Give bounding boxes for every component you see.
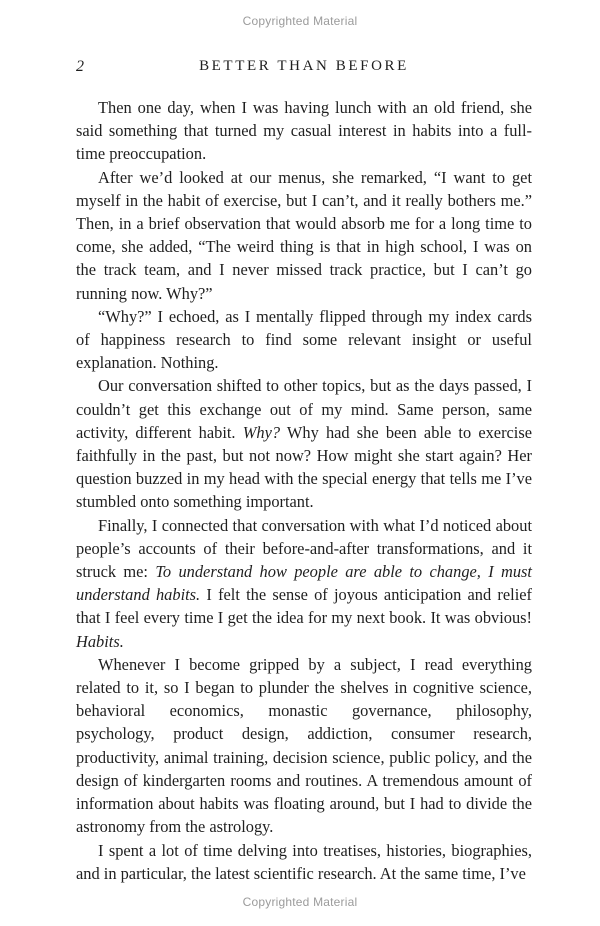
paragraph-1: Then one day, when I was having lunch with an old friend, she said something that turned my casual interest in habits into a full-time preoccupation. bbox=[76, 98, 532, 164]
paragraph-5-text-a: Finally, I connected that conversation with what I’d noticed about people’s accounts of their before-and-after transformations, and it struck me: bbox=[76, 515, 532, 582]
page-number: 2 bbox=[76, 58, 84, 75]
body-text bbox=[76, 96, 532, 885]
paragraph-4-text-a: Our conversation shifted to other topics, but as the days passed, I couldn’t get this exchange out of my mind. Same person, same activity, different habit. bbox=[76, 376, 532, 442]
paragraph-6: Whenever I become gripped by a subject, I read everything related to it, so I began to plunder the shelves in cognitive science, behavioral economics, monastic governance, philosophy, psychology, product design, addiction, consumer research, productivity, animal training, decision science, public policy, and the design of kindergarten rooms and routines. A tremendous amount of information about habits was floating around, but I had to divide the astronomy from the astrology. bbox=[76, 654, 532, 837]
running-head bbox=[76, 58, 532, 80]
paragraph-4-italic: Why? bbox=[242, 422, 281, 442]
paragraph-3: “Why?” I echoed, as I mentally flipped through my index cards of happiness research to find some relevant insight or useful explanation. Nothing. bbox=[76, 306, 532, 373]
book-title: BETTER THAN BEFORE bbox=[199, 58, 409, 74]
paragraph-4 bbox=[76, 374, 532, 513]
paragraph-5-text-b: I felt the sense of joyous anticipation and relief that I feel every time I get the idea for my next book. It was obvious! bbox=[76, 585, 532, 628]
paragraph-4-text-b: Why had she been able to exercise faithfully in the past, but not now? How might she start again? Her question buzzed in my head with the special energy that tells me I’ve stumbled onto something important. bbox=[76, 422, 533, 512]
paragraph-2: After we’d looked at our menus, she remarked, “I want to get myself in the habit of exercise, but I can’t, and it really bothers me.” Then, in a brief observation that would absorb me for a long time to come, she added, “The weird thing is that in high school, I was on the track team, and I never missed track practice, but I can’t go running now. Why?” bbox=[76, 167, 532, 303]
watermark-bottom: Copyrighted Material bbox=[242, 895, 358, 909]
paragraph-5-italic-end: Habits. bbox=[76, 631, 124, 651]
paragraph-5 bbox=[76, 514, 532, 653]
watermark-top: Copyrighted Material bbox=[242, 14, 358, 28]
paragraph-7: I spent a lot of time delving into treatises, histories, biographies, and in particular, the latest scientific research. At the same time, I’ve bbox=[76, 840, 532, 883]
paragraph-5-italic: To understand how people are able to change, I must understand habits. bbox=[76, 562, 532, 605]
